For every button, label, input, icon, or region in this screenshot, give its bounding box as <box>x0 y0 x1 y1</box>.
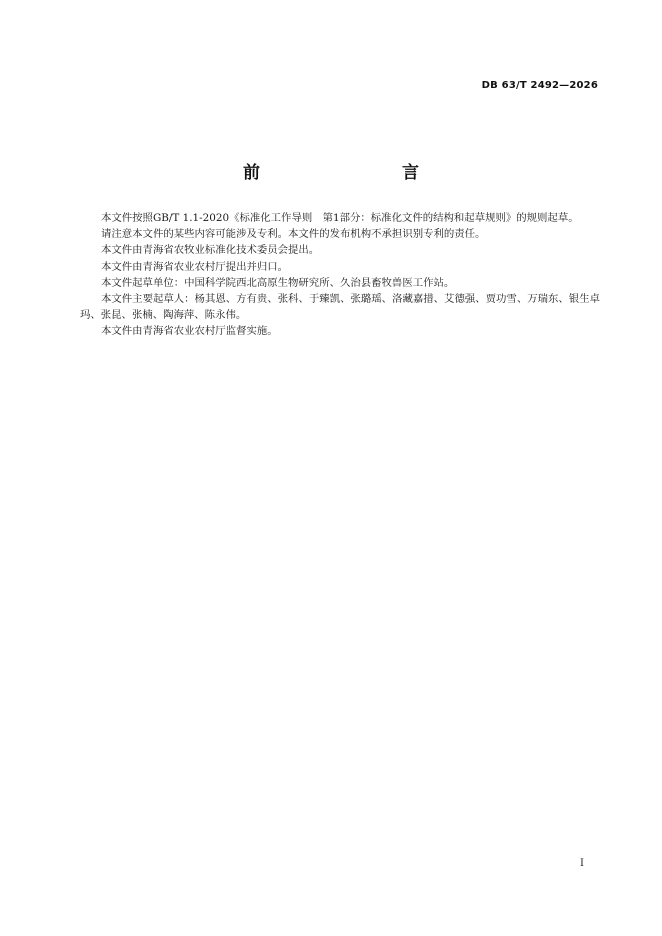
paragraph-drafting-units: 本文件起草单位：中国科学院西北高原生物研究所、久治县畜牧兽医工作站。 <box>101 276 455 289</box>
paragraph-centralized-management: 本文件由青海省农业农村厅提出并归口。 <box>101 260 289 273</box>
paragraph-patent-notice: 请注意本文件的某些内容可能涉及专利。本文件的发布机构不承担识别专利的责任。 <box>101 228 486 241</box>
document-code: DB 63/T 2492—2026 <box>481 80 598 91</box>
page-number: I <box>580 858 584 869</box>
paragraph-proposer: 本文件由青海省农牧业标准化技术委员会提出。 <box>101 244 320 257</box>
page-title: 前 言 <box>243 163 455 183</box>
paragraph-drafting-rules: 本文件按照GB/T 1.1-2020《标准化工作导则 第1部分：标准化文件的结构和起草规则》的规则起草。 <box>101 212 579 224</box>
paragraph-supervision: 本文件由青海省农业农村厅监督实施。 <box>101 325 278 338</box>
paragraph-main-drafters: 本文件主要起草人：杨其恩、方有贵、张科、于臻凯、张璐瑶、洛藏嘉措、艾德强、贾功雪、万瑞东、银生卓玛、张昆、张楠、陶海萍、陈永伟。 <box>80 293 600 322</box>
foreword-body <box>80 210 600 340</box>
